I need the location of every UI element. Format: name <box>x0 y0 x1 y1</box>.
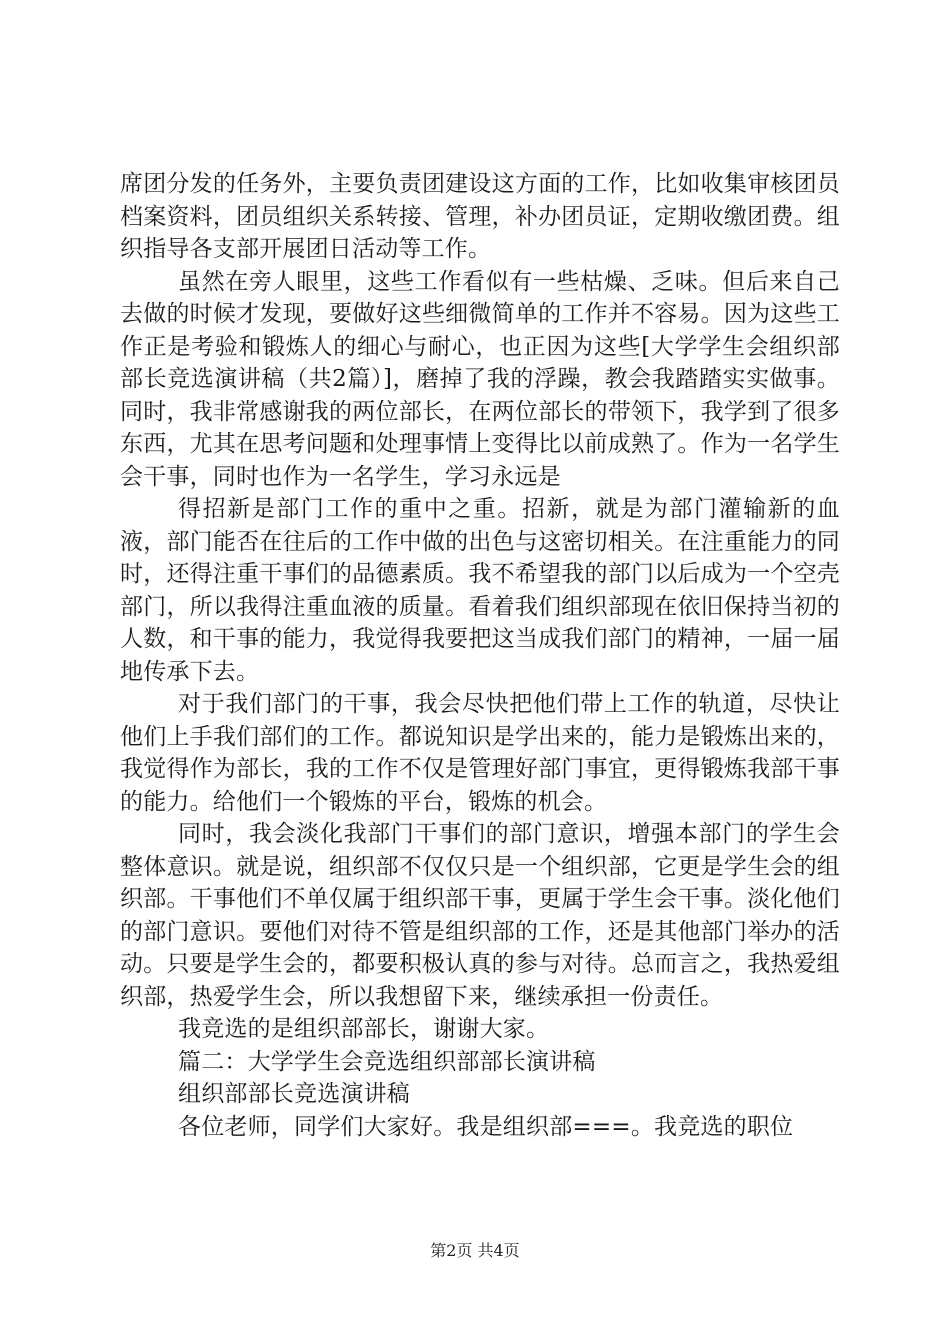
paragraph: 对于我们部门的干事，我会尽快把他们带上工作的轨道，尽快让他们上手我们部们的工作。都说知识是学出来的，能力是锻炼出来的，我觉得作为部长，我的工作不仅是管理好部门事宜，更得锻炼我部干事的能力。给他们一个锻炼的平台，锻炼的机会。 <box>120 691 840 815</box>
document-body <box>120 168 840 1143</box>
section-heading: 篇二：大学学生会竞选组织部部长演讲稿 <box>178 1048 596 1075</box>
paragraph: 我竞选的是组织部部长，谢谢大家。 <box>178 1016 550 1042</box>
paragraph: 席团分发的任务外，主要负责团建设这方面的工作，比如收集审核团员档案资料，团员组织关系转接、管理，补办团员证，定期收缴团费。组织指导各支部开展团日活动等工作。 <box>120 171 840 262</box>
paragraph: 虽然在旁人眼里，这些工作看似有一些枯燥、乏味。但后来自己去做的时候才发现，要做好这些细微简单的工作并不容易。因为这些工作正是考验和锻炼人的细心与耐心，也正因为这些[大学学生会组织部部长竞选演讲稿（共2篇）]，磨掉了我的浮躁，教会我踏踏实实做事。同时，我非常感谢我的两位部长，在两位部长的带领下，我学到了很多东西，尤其在思考问题和处理事情上变得比以前成熟了。作为一名学生会干事，同时也作为一名学生，学习永远是 <box>120 268 840 490</box>
page-number-footer: 第2页 共4页 <box>430 1241 520 1260</box>
paragraph: 同时，我会淡化我部门干事们的部门意识，增强本部门的学生会整体意识。就是说，组织部不仅仅只是一个组织部，它更是学生会的组织部。干事他们不单仅属于组织部干事，更属于学生会干事。淡化他们的部门意识。要他们对待不管是组织部的工作，还是其他部门举办的活动。只要是学生会的，都要积极认真的参与对待。总而言之，我热爱组织部，热爱学生会，所以我想留下来，继续承担一份责任。 <box>120 821 840 1010</box>
section-subtitle: 组织部部长竞选演讲稿 <box>178 1081 410 1107</box>
paragraph: 得招新是部门工作的重中之重。招新，就是为部门灌输新的血液，部门能否在往后的工作中做的出色与这密切相关。在注重能力的同时，还得注重干事们的品德素质。我不希望我的部门以后成为一个空壳部门，所以我得注重血液的质量。看着我们组织部现在依旧保持当初的人数，和干事的能力，我觉得我要把这当成我们部门的精神，一届一届地传承下去。 <box>120 496 840 685</box>
paragraph: 各位老师，同学们大家好。我是组织部===。我竞选的职位 <box>178 1113 794 1140</box>
